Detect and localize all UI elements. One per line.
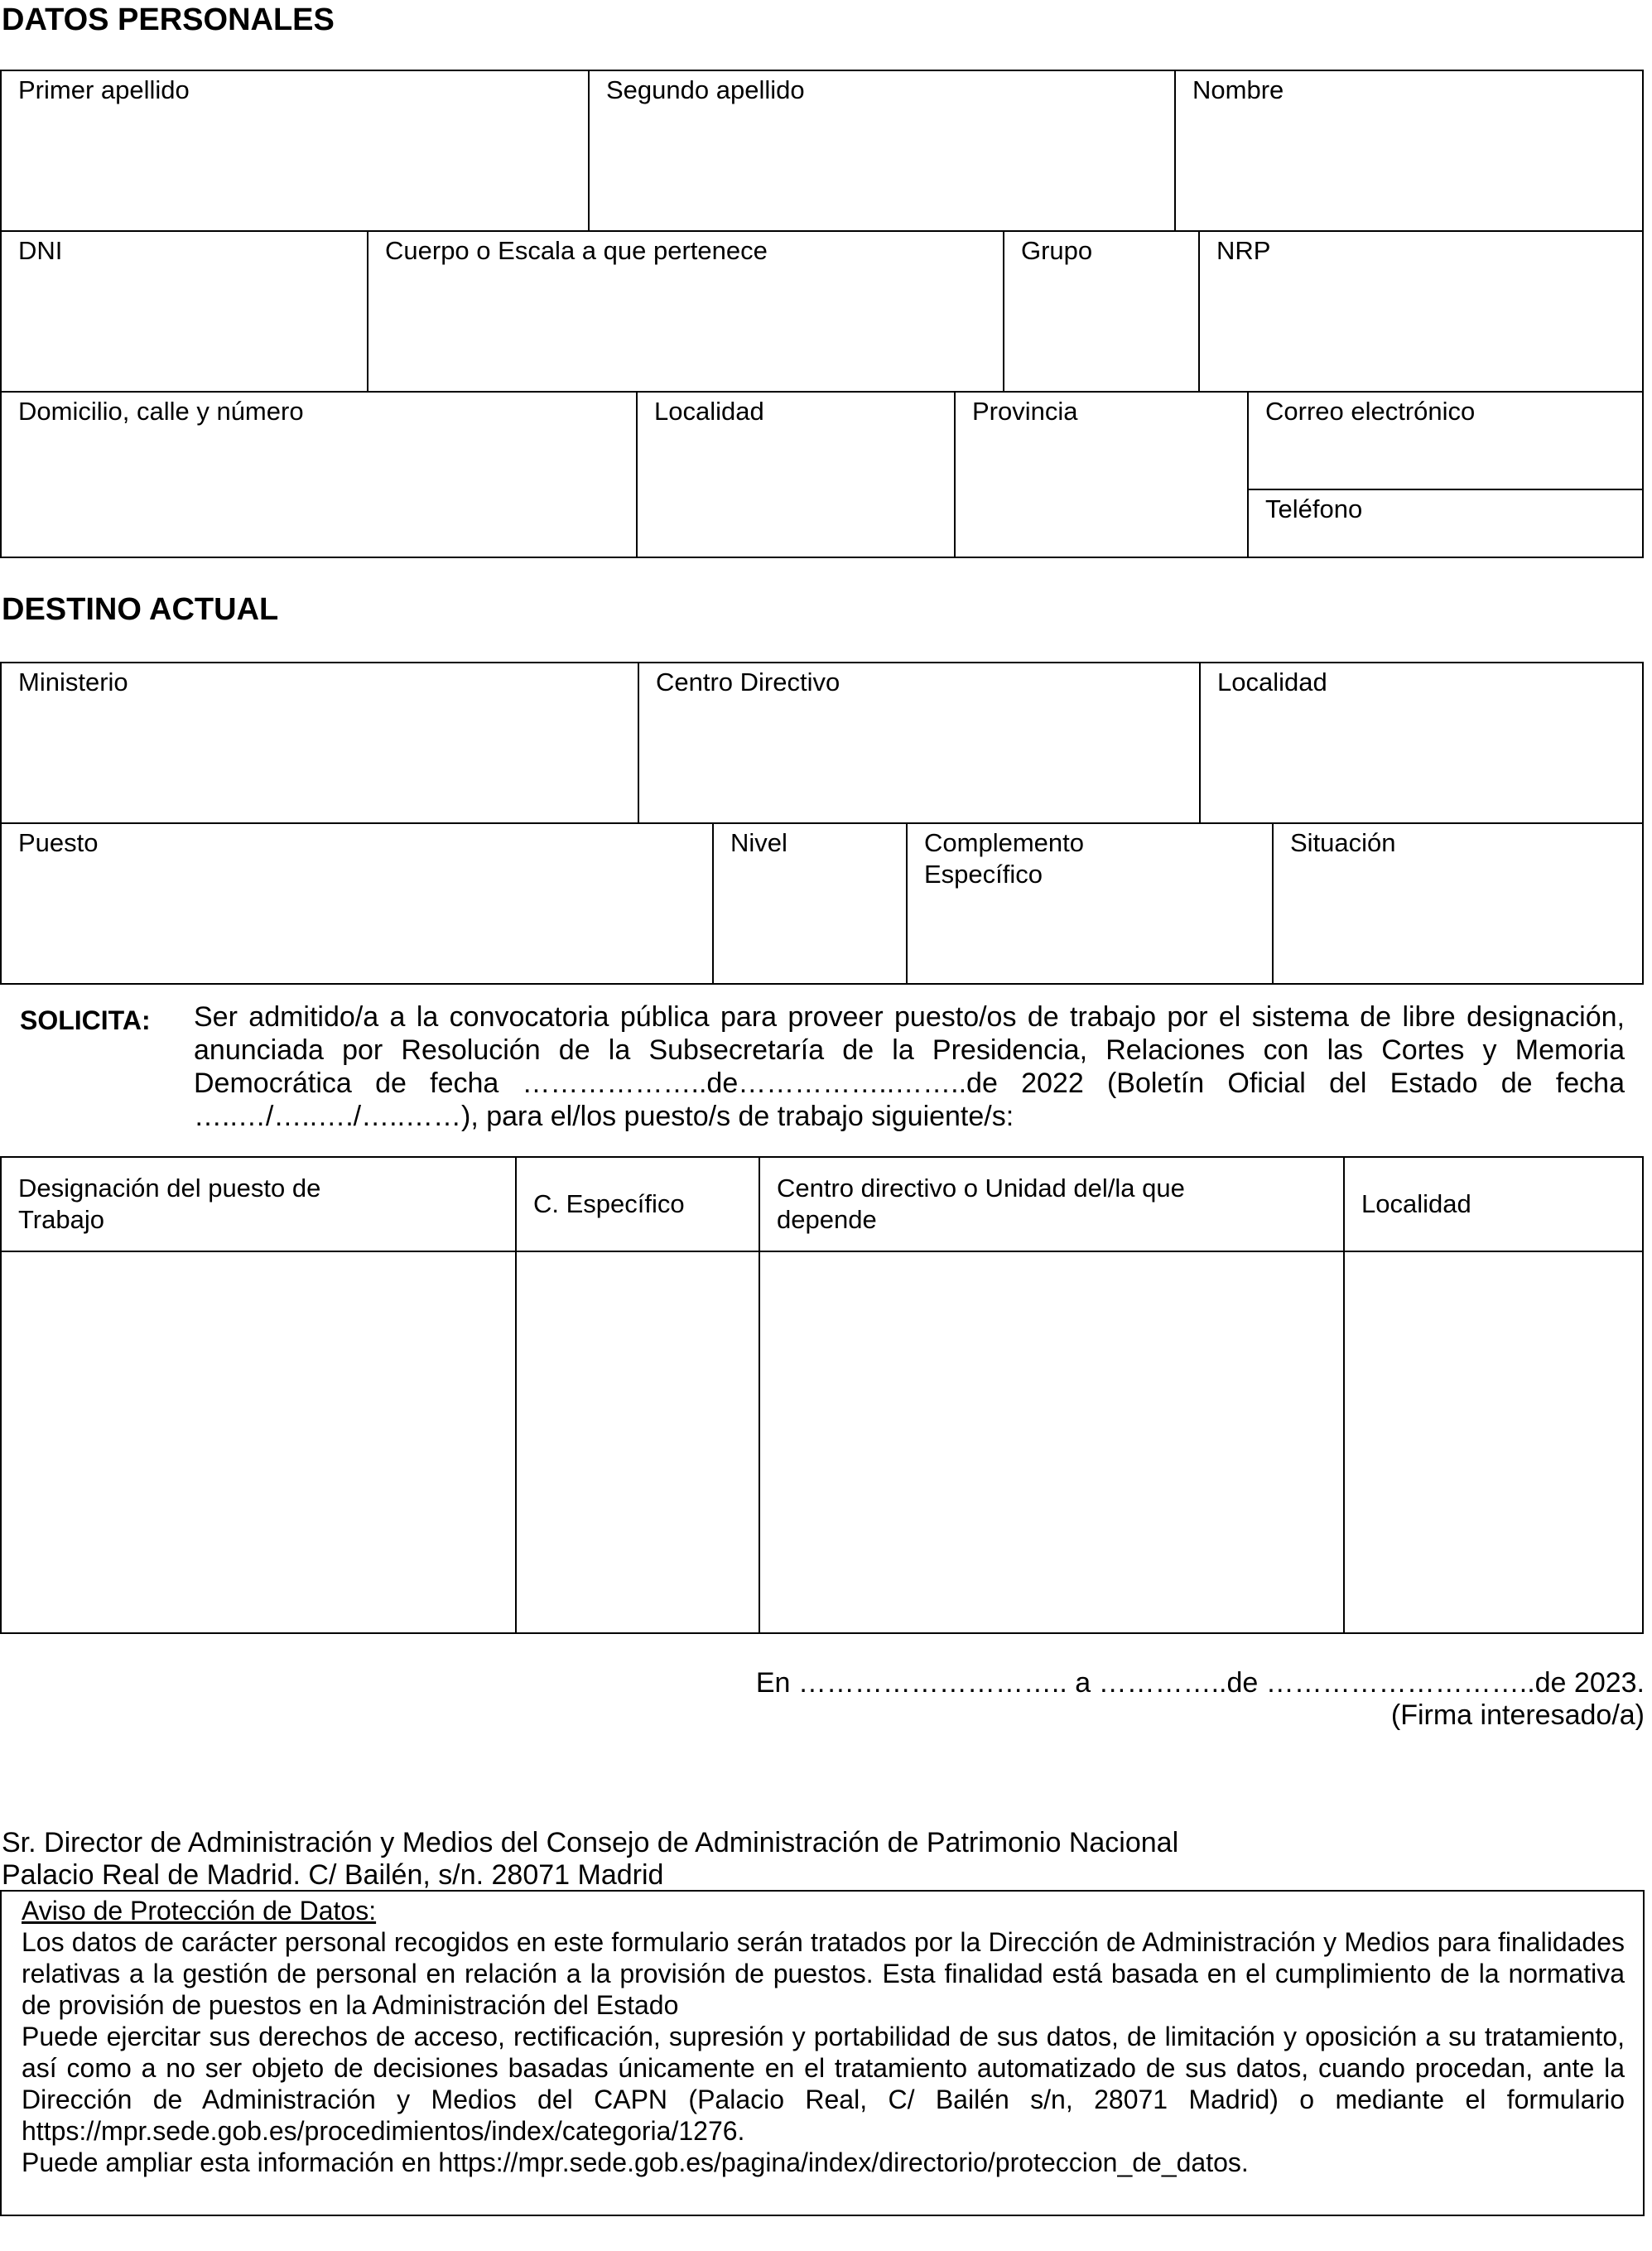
privacy-paragraph-2: Puede ejercitar sus derechos de acceso, rectificación, supresión y portabilidad de sus datos, de limitación y oposición a su tratamiento, así como a no ser objeto de decisiones basadas únicamente en el tratamiento automatizado de sus datos, cuando procedan, ante la Dirección de Administración y Medios del CAPN (Palacio Real, C/ Bailén s/n, 28071 Madrid) o mediante el formulario https://mpr.sede.gob.es/procedimientos/index/categoria/1276. (22, 2022, 1625, 2146)
label-domicilio: Domicilio, calle y número (18, 397, 304, 426)
label-segundo-apellido: Segundo apellido (606, 75, 805, 104)
label-provincia: Provincia (972, 397, 1078, 426)
label-nombre: Nombre (1192, 75, 1284, 104)
addressee-line-2: Palacio Real de Madrid. C/ Bailén, s/n. 28071 Madrid (2, 1859, 664, 1891)
field-ministerio[interactable] (0, 662, 639, 824)
section-title-datos-personales: DATOS PERSONALES (2, 2, 335, 37)
header-centro-directivo (759, 1156, 1345, 1252)
privacy-box (0, 1890, 1645, 2216)
input-centro-directivo[interactable] (759, 1251, 1345, 1634)
label-situacion: Situación (1290, 828, 1396, 857)
label-primer-apellido: Primer apellido (18, 75, 190, 104)
field-puesto[interactable] (0, 822, 714, 985)
label-complemento-especifico: Complemento Específico (924, 828, 1084, 889)
signature-line: En ……………………….. a …………..de ………………………..de 2023. (755, 1667, 1645, 1699)
field-nivel[interactable] (712, 822, 908, 985)
header-localidad (1343, 1156, 1644, 1252)
field-grupo[interactable] (1003, 230, 1200, 393)
field-cuerpo-escala[interactable] (367, 230, 1004, 393)
section-title-destino-actual: DESTINO ACTUAL (2, 592, 279, 627)
label-nrp: NRP (1216, 236, 1271, 265)
label-ministerio: Ministerio (18, 668, 128, 697)
label-dni: DNI (18, 236, 63, 265)
field-telefono[interactable] (1247, 489, 1644, 558)
solicita-text: Ser admitido/a a la convocatoria pública para proveer puesto/os de trabajo por el sistema de libre designación, anunciada por Resolución de la Subsecretaría de la Presidencia, Relaciones con las Cortes y Memoria Democrática de fecha ………………..de……………..……..de 2022 (Boletín Oficial del Estado de fecha …..…/…..…./…..……), para el/los puesto/s de trabajo siguiente/s: (194, 1001, 1625, 1132)
field-provincia[interactable] (954, 391, 1249, 558)
header-c-especifico (515, 1156, 760, 1252)
field-complemento-especifico[interactable] (906, 822, 1274, 985)
field-domicilio[interactable] (0, 391, 638, 558)
signature-note: (Firma interesado/a) (1390, 1699, 1645, 1731)
label-puesto: Puesto (18, 828, 99, 857)
header-localidad-label: Localidad (1361, 1189, 1471, 1218)
label-grupo: Grupo (1021, 236, 1093, 265)
privacy-title: Aviso de Protección de Datos: (22, 1896, 377, 1926)
addressee-line-1: Sr. Director de Administración y Medios del Consejo de Administración de Patrimonio Nacional (2, 1827, 1179, 1858)
label-nivel: Nivel (730, 828, 787, 857)
label-localidad: Localidad (654, 397, 764, 426)
label-telefono: Teléfono (1265, 494, 1363, 523)
field-nombre[interactable] (1174, 70, 1644, 232)
header-centro-directivo-label: Centro directivo o Unidad del/la que depende (777, 1174, 1185, 1234)
field-situacion[interactable] (1272, 822, 1644, 985)
field-dni[interactable] (0, 230, 368, 393)
label-localidad-destino: Localidad (1217, 668, 1327, 697)
field-localidad-destino[interactable] (1199, 662, 1644, 824)
label-centro-directivo: Centro Directivo (656, 668, 840, 697)
privacy-paragraph-1: Los datos de carácter personal recogidos en este formulario serán tratados por la Dirección de Administración y Medios para finalidades relativas a la gestión de personal en relación a la provisión de puestos. Esta finalidad está basada en el cumplimiento de la normativa de provisión de puestos en la Administración del Estado (22, 1927, 1625, 2020)
privacy-paragraph-3: Puede ampliar esta información en https://mpr.sede.gob.es/pagina/index/directorio/proteccion_de_datos. (22, 2147, 1249, 2177)
header-designacion-label: Designación del puesto de Trabajo (18, 1174, 321, 1234)
field-nrp[interactable] (1198, 230, 1644, 393)
label-correo: Correo electrónico (1265, 397, 1476, 426)
input-localidad[interactable] (1343, 1251, 1644, 1634)
field-centro-directivo[interactable] (638, 662, 1201, 824)
field-localidad[interactable] (636, 391, 956, 558)
input-c-especifico[interactable] (515, 1251, 760, 1634)
label-cuerpo-escala: Cuerpo o Escala a que pertenece (385, 236, 768, 265)
field-primer-apellido[interactable] (0, 70, 590, 232)
header-designacion (0, 1156, 517, 1252)
field-correo[interactable] (1247, 391, 1644, 490)
header-c-especifico-label: C. Específico (533, 1189, 685, 1218)
field-segundo-apellido[interactable] (588, 70, 1176, 232)
solicita-label: SOLICITA: (20, 1005, 151, 1035)
input-designacion[interactable] (0, 1251, 517, 1634)
